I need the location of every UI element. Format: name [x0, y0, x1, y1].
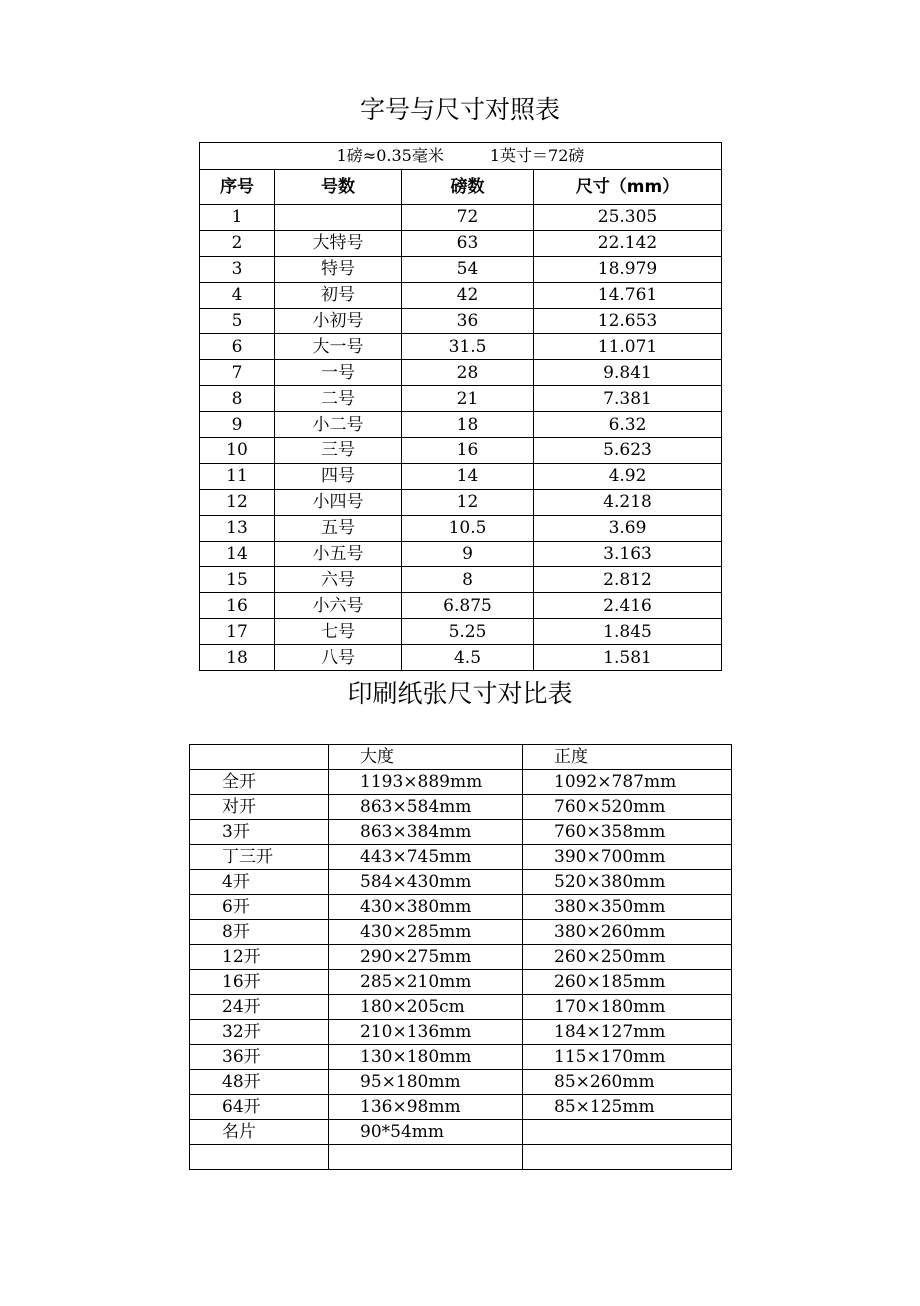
cell-standard-size: 85×260mm — [523, 1070, 732, 1095]
cell-index: 18 — [200, 645, 275, 671]
cell-large-size: 285×210mm — [329, 970, 523, 995]
cell-size-name: 小初号 — [275, 308, 402, 334]
header-points: 磅数 — [402, 170, 534, 205]
cell-size-name: 小四号 — [275, 489, 402, 515]
cell-standard-size: 115×170mm — [523, 1045, 732, 1070]
cell-format: 12开 — [190, 945, 329, 970]
cell-index: 10 — [200, 438, 275, 464]
cell-points: 36 — [402, 308, 534, 334]
cell-size-name: 五号 — [275, 515, 402, 541]
table-row — [190, 870, 732, 895]
table-row — [200, 386, 722, 412]
cell-standard-size: 184×127mm — [523, 1020, 732, 1045]
cell-index: 12 — [200, 489, 275, 515]
unit-note-row — [200, 143, 722, 170]
cell-points: 14 — [402, 463, 534, 489]
table-row — [190, 820, 732, 845]
cell-index: 16 — [200, 593, 275, 619]
cell-large-size: 430×380mm — [329, 895, 523, 920]
cell-large-size: 95×180mm — [329, 1070, 523, 1095]
table-row — [190, 1045, 732, 1070]
cell-size-name: 六号 — [275, 567, 402, 593]
cell-standard-size: 260×185mm — [523, 970, 732, 995]
cell-large-size — [329, 1145, 523, 1170]
table-row — [190, 895, 732, 920]
cell-size-mm: 11.071 — [534, 334, 722, 360]
cell-size-name: 大一号 — [275, 334, 402, 360]
cell-size-mm: 3.163 — [534, 541, 722, 567]
cell-index: 17 — [200, 619, 275, 645]
cell-size-mm: 22.142 — [534, 230, 722, 256]
cell-index: 4 — [200, 282, 275, 308]
cell-size-name: 小六号 — [275, 593, 402, 619]
cell-size-mm: 7.381 — [534, 386, 722, 412]
cell-size-mm: 4.218 — [534, 489, 722, 515]
cell-size-name: 特号 — [275, 256, 402, 282]
cell-standard-size: 760×520mm — [523, 795, 732, 820]
cell-size-mm: 1.845 — [534, 619, 722, 645]
table-row — [200, 360, 722, 386]
cell-large-size: 210×136mm — [329, 1020, 523, 1045]
cell-large-size: 1193×889mm — [329, 770, 523, 795]
unit-note-inch-point: 1英寸＝72磅 — [489, 146, 585, 165]
table-header-row — [200, 170, 722, 205]
table-row — [200, 489, 722, 515]
cell-standard-size: 260×250mm — [523, 945, 732, 970]
cell-standard-size: 760×358mm — [523, 820, 732, 845]
cell-points: 63 — [402, 230, 534, 256]
cell-index: 3 — [200, 256, 275, 282]
cell-index: 9 — [200, 412, 275, 438]
cell-points: 12 — [402, 489, 534, 515]
cell-size-mm: 14.761 — [534, 282, 722, 308]
cell-points: 5.25 — [402, 619, 534, 645]
cell-format — [190, 1145, 329, 1170]
cell-large-size: 863×384mm — [329, 820, 523, 845]
cell-large-size: 584×430mm — [329, 870, 523, 895]
cell-index: 2 — [200, 230, 275, 256]
cell-format: 8开 — [190, 920, 329, 945]
cell-points: 72 — [402, 205, 534, 231]
cell-standard-size: 170×180mm — [523, 995, 732, 1020]
cell-large-size: 90*54mm — [329, 1120, 523, 1145]
cell-large-size: 430×285mm — [329, 920, 523, 945]
header-size-mm: 尺寸（mm） — [534, 170, 722, 205]
cell-format: 全开 — [190, 770, 329, 795]
cell-index: 7 — [200, 360, 275, 386]
font-size-table — [199, 142, 722, 671]
cell-standard-size: 85×125mm — [523, 1095, 732, 1120]
cell-size-mm: 5.623 — [534, 438, 722, 464]
cell-size-name: 二号 — [275, 386, 402, 412]
table-row — [200, 463, 722, 489]
cell-size-name: 七号 — [275, 619, 402, 645]
cell-size-mm: 12.653 — [534, 308, 722, 334]
table-row — [190, 845, 732, 870]
cell-index: 1 — [200, 205, 275, 231]
cell-size-name: 三号 — [275, 438, 402, 464]
cell-large-size: 863×584mm — [329, 795, 523, 820]
cell-large-size: 180×205cm — [329, 995, 523, 1020]
cell-size-name: 四号 — [275, 463, 402, 489]
cell-size-mm: 18.979 — [534, 256, 722, 282]
cell-size-mm: 4.92 — [534, 463, 722, 489]
table-row — [190, 795, 732, 820]
cell-points: 18 — [402, 412, 534, 438]
cell-size-mm: 25.305 — [534, 205, 722, 231]
cell-index: 8 — [200, 386, 275, 412]
cell-standard-size: 1092×787mm — [523, 770, 732, 795]
table-row — [190, 1095, 732, 1120]
cell-size-name: 小二号 — [275, 412, 402, 438]
table-row — [200, 412, 722, 438]
cell-size-mm: 9.841 — [534, 360, 722, 386]
cell-standard-size — [523, 1145, 732, 1170]
cell-format: 对开 — [190, 795, 329, 820]
cell-format: 32开 — [190, 1020, 329, 1045]
cell-points: 16 — [402, 438, 534, 464]
table-row — [200, 593, 722, 619]
cell-size-name: 大特号 — [275, 230, 402, 256]
table-row — [190, 1070, 732, 1095]
table-row — [200, 256, 722, 282]
header-standard-size: 正度 — [523, 745, 732, 770]
cell-format: 16开 — [190, 970, 329, 995]
cell-format: 名片 — [190, 1120, 329, 1145]
cell-index: 14 — [200, 541, 275, 567]
paper-size-table — [189, 744, 732, 1170]
cell-large-size: 290×275mm — [329, 945, 523, 970]
table-row — [200, 567, 722, 593]
cell-size-name: 八号 — [275, 645, 402, 671]
cell-standard-size: 380×350mm — [523, 895, 732, 920]
cell-points: 4.5 — [402, 645, 534, 671]
cell-standard-size: 380×260mm — [523, 920, 732, 945]
cell-size-mm: 1.581 — [534, 645, 722, 671]
paper-size-table-title: 印刷纸张尺寸对比表 — [347, 679, 573, 708]
cell-size-name: 小五号 — [275, 541, 402, 567]
header-index: 序号 — [200, 170, 275, 205]
table-row — [200, 205, 722, 231]
cell-format: 4开 — [190, 870, 329, 895]
cell-size-name: 初号 — [275, 282, 402, 308]
cell-points: 54 — [402, 256, 534, 282]
cell-format: 64开 — [190, 1095, 329, 1120]
cell-index: 11 — [200, 463, 275, 489]
table-row — [200, 619, 722, 645]
cell-points: 21 — [402, 386, 534, 412]
cell-index: 5 — [200, 308, 275, 334]
table-row — [200, 230, 722, 256]
table-row — [200, 334, 722, 360]
cell-format: 3开 — [190, 820, 329, 845]
cell-format: 36开 — [190, 1045, 329, 1070]
cell-points: 6.875 — [402, 593, 534, 619]
cell-format: 6开 — [190, 895, 329, 920]
cell-points: 8 — [402, 567, 534, 593]
table-row — [200, 308, 722, 334]
table-header-row — [190, 745, 732, 770]
table-row — [190, 770, 732, 795]
table-row — [190, 945, 732, 970]
table-row — [200, 282, 722, 308]
unit-note-point-mm: 1磅≈0.35毫米 — [336, 146, 444, 165]
table-row — [190, 1120, 732, 1145]
cell-large-size: 136×98mm — [329, 1095, 523, 1120]
table-row — [190, 970, 732, 995]
cell-size-mm: 6.32 — [534, 412, 722, 438]
cell-size-name — [275, 205, 402, 231]
cell-large-size: 130×180mm — [329, 1045, 523, 1070]
table-row — [200, 541, 722, 567]
cell-format: 48开 — [190, 1070, 329, 1095]
cell-format: 24开 — [190, 995, 329, 1020]
cell-size-mm: 3.69 — [534, 515, 722, 541]
cell-standard-size — [523, 1120, 732, 1145]
header-large-size: 大度 — [329, 745, 523, 770]
table-row — [200, 645, 722, 671]
table-row — [190, 1145, 732, 1170]
cell-points: 42 — [402, 282, 534, 308]
table-row — [190, 1020, 732, 1045]
cell-points: 10.5 — [402, 515, 534, 541]
cell-index: 6 — [200, 334, 275, 360]
cell-large-size: 443×745mm — [329, 845, 523, 870]
header-size-name: 号数 — [275, 170, 402, 205]
cell-points: 9 — [402, 541, 534, 567]
cell-standard-size: 390×700mm — [523, 845, 732, 870]
table-row — [200, 438, 722, 464]
cell-points: 31.5 — [402, 334, 534, 360]
table-row — [190, 995, 732, 1020]
cell-size-name: 一号 — [275, 360, 402, 386]
cell-points: 28 — [402, 360, 534, 386]
cell-index: 13 — [200, 515, 275, 541]
unit-note-cell — [200, 143, 722, 170]
cell-format: 丁三开 — [190, 845, 329, 870]
cell-size-mm: 2.416 — [534, 593, 722, 619]
cell-index: 15 — [200, 567, 275, 593]
table-row — [200, 515, 722, 541]
table-row — [190, 920, 732, 945]
cell-standard-size: 520×380mm — [523, 870, 732, 895]
font-size-table-title: 字号与尺寸对照表 — [359, 95, 560, 124]
cell-size-mm: 2.812 — [534, 567, 722, 593]
header-blank — [190, 745, 329, 770]
